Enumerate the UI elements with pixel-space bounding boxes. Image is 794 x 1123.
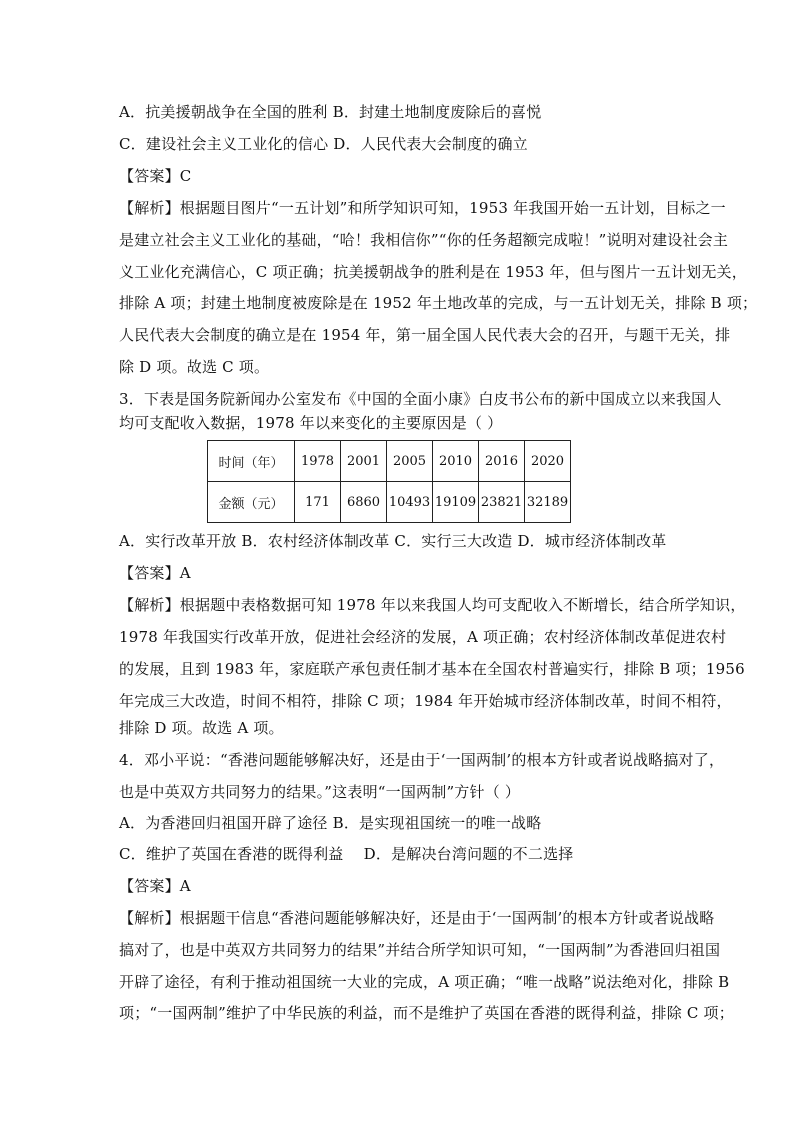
table-cell: 32189 xyxy=(525,482,571,523)
table-cell: 171 xyxy=(295,482,341,523)
table-cell: 6860 xyxy=(341,482,387,523)
q2-analysis-line: 排除 A 项；封建土地制度被废除是在 1952 年土地改革的完成，与一五计划无关，排除 B 项； xyxy=(119,294,758,312)
q4-stem-line: 也是中英双方共同努力的结果。”这表明“一国两制”方针（ ） xyxy=(119,783,521,801)
table-cell: 19109 xyxy=(433,482,479,523)
q4-answer: 【答案】A xyxy=(119,877,191,895)
q4-analysis-line: 开辟了途径，有利于推动祖国统一大业的完成，A 项正确；“唯一战略”说法绝对化，排除 B xyxy=(119,973,730,991)
table-cell: 23821 xyxy=(479,482,525,523)
q2-analysis-line: 义工业化充满信心，C 项正确；抗美援朝战争的胜利是在 1953 年，但与图片一五计划无关， xyxy=(119,263,747,281)
table-row xyxy=(208,482,571,523)
q3-analysis-line: 年完成三大改造，时间不相符，排除 C 项；1984 年开始城市经济体制改革，时间不相符， xyxy=(119,692,732,710)
table-header-cell: 2016 xyxy=(479,441,525,482)
q4-stem-line: 4．邓小平说：“香港问题能够解决好，还是由于‘一国两制’的根本方针或者说战略搞对了， xyxy=(119,751,725,769)
q4-options-ab: A．为香港回归祖国开辟了途径 B．是实现祖国统一的唯一战略 xyxy=(119,814,542,832)
table-header-cell: 2005 xyxy=(387,441,433,482)
q2-options-ab: A．抗美援朝战争在全国的胜利 B．封建土地制度废除后的喜悦 xyxy=(119,103,542,121)
table-header-cell: 2010 xyxy=(433,441,479,482)
q3-options: A．实行改革开放 B．农村经济体制改革 C．实行三大改造 D．城市经济体制改革 xyxy=(119,532,667,550)
q2-answer: 【答案】C xyxy=(119,167,192,185)
table-header-cell: 2001 xyxy=(341,441,387,482)
table-header-cell: 2020 xyxy=(525,441,571,482)
q2-analysis-line: 【解析】根据题目图片“一五计划”和所学知识可知，1953 年我国开始一五计划，目标之一 xyxy=(119,199,726,217)
q2-analysis-line: 人民代表大会制度的确立是在 1954 年，第一届全国人民代表大会的召开，与题干无关，排 xyxy=(119,326,731,344)
q2-options-cd: C．建设社会主义工业化的信心 D．人民代表大会制度的确立 xyxy=(119,135,528,153)
q3-stem-line: 3．下表是国务院新闻办公室发布《中国的全面小康》白皮书公布的新中国成立以来我国人 xyxy=(119,390,722,408)
q3-stem-line: 均可支配收入数据，1978 年以来变化的主要原因是（ ） xyxy=(119,414,503,432)
table-row xyxy=(208,441,571,482)
q3-answer: 【答案】A xyxy=(119,564,191,582)
income-table xyxy=(207,440,571,523)
q4-analysis-line: 项；“一国两制”维护了中华民族的利益，而不是维护了英国在香港的既得利益，排除 C 项； xyxy=(119,1004,734,1022)
q3-analysis-line: 排除 D 项。故选 A 项。 xyxy=(119,719,284,737)
q4-analysis-line: 【解析】根据题干信息“香港问题能够解决好，还是由于‘一国两制’的根本方针或者说战略 xyxy=(119,909,715,927)
table-cell: 10493 xyxy=(387,482,433,523)
table-cell: 金额（元） xyxy=(208,482,295,523)
q2-analysis-line: 除 D 项。故选 C 项。 xyxy=(119,358,270,376)
table-header-cell: 时间（年） xyxy=(208,441,295,482)
q2-analysis-line: 是建立社会主义工业化的基础，“哈！我相信你”“你的任务超额完成啦！”说明对建设社会主 xyxy=(119,231,729,249)
q4-options-cd: C．维护了英国在香港的既得利益 D．是解决台湾问题的不二选择 xyxy=(119,845,574,863)
q3-analysis-line: 的发展，且到 1983 年，家庭联产承包责任制才基本在全国农村普遍实行，排除 B 项；1956 xyxy=(119,660,745,678)
table-header-cell: 1978 xyxy=(295,441,341,482)
q3-analysis-line: 1978 年我国实行改革开放，促进社会经济的发展，A 项正确；农村经济体制改革促进农村 xyxy=(119,628,727,646)
q4-analysis-line: 搞对了，也是中英双方共同努力的结果”并结合所学知识可知，“一国两制”为香港回归祖国 xyxy=(119,941,721,959)
q3-analysis-line: 【解析】根据题中表格数据可知 1978 年以来我国人均可支配收入不断增长，结合所学知识， xyxy=(119,596,746,614)
